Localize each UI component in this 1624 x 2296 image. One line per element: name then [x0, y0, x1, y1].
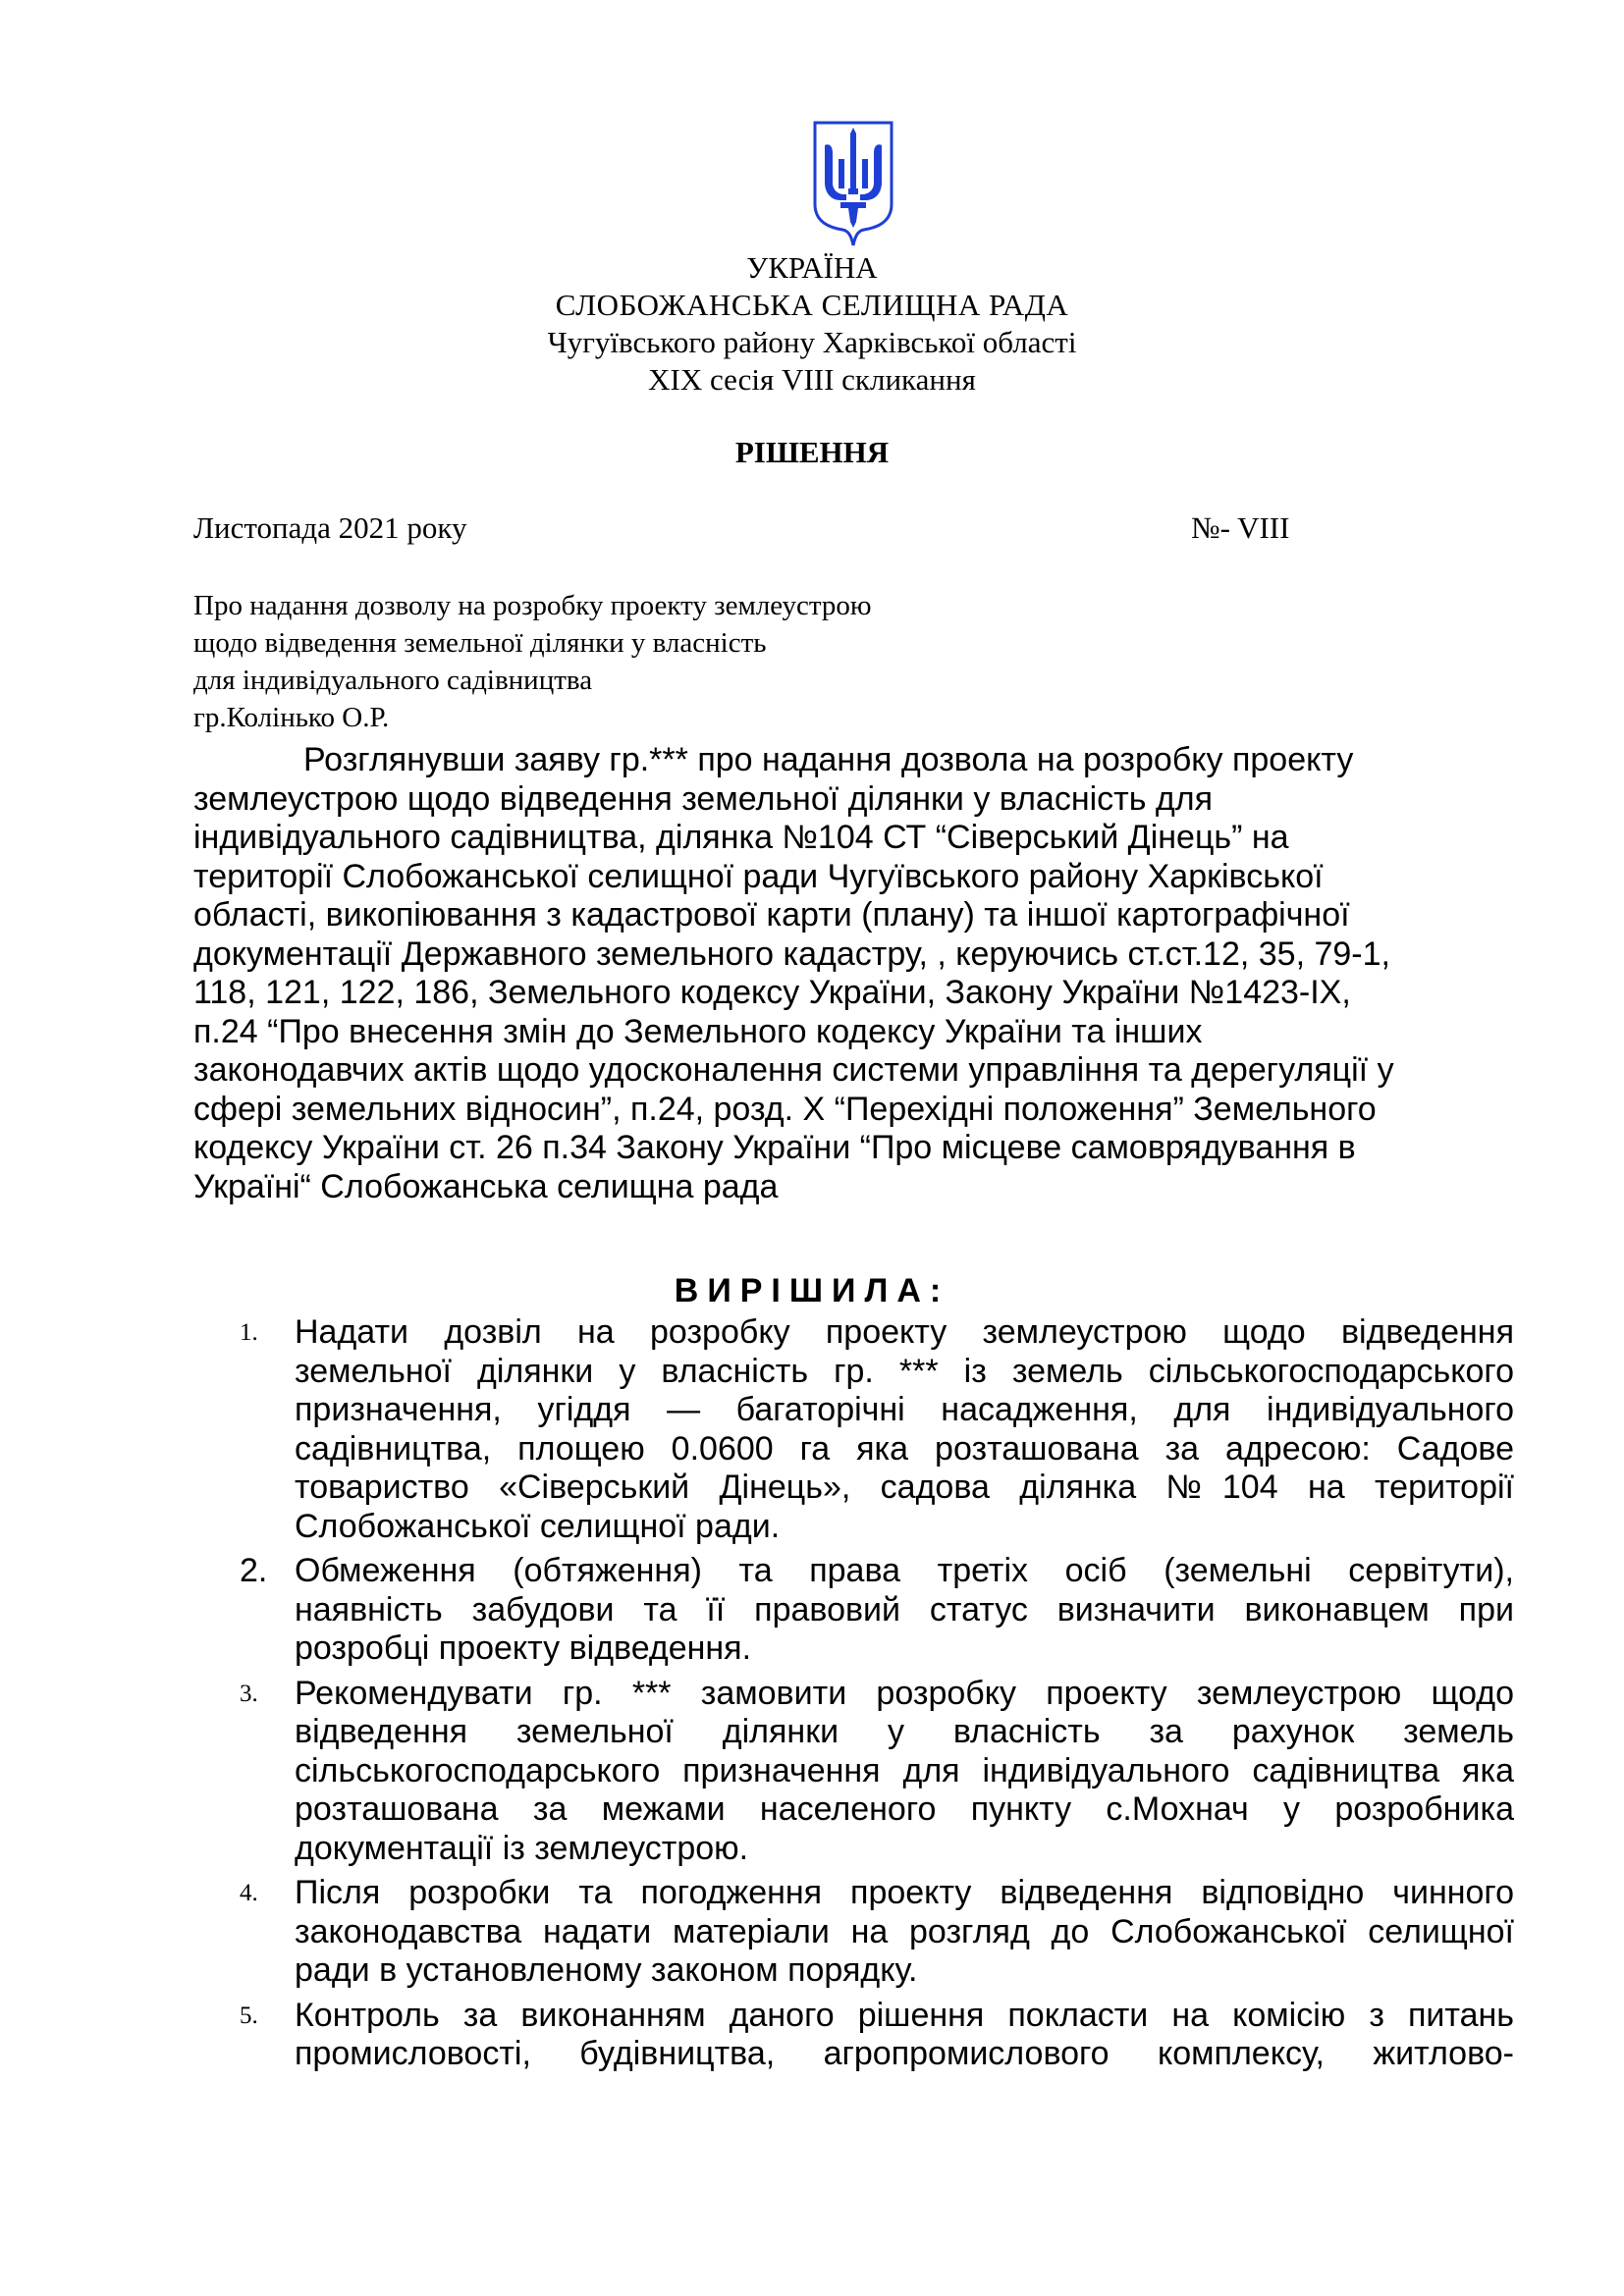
document-title: РІШЕННЯ: [734, 435, 890, 469]
subject-line: гр.Колінько О.Р.: [193, 702, 390, 733]
session-name: XIX сесія VIII скликання: [648, 362, 976, 397]
item-line: Слобожанської селищної ради.: [295, 1507, 781, 1545]
item-line: ради в установленому законом порядку.: [295, 1951, 918, 1989]
subject-line: Про надання дозволу на розробку проекту землеустрою: [193, 590, 872, 621]
trident-coat-of-arms-icon: [811, 120, 895, 248]
item-line: розташована за межами населеного пункту с.Мохнач у розробника: [295, 1790, 1514, 1828]
decision-subject: [193, 587, 872, 736]
item-line: документації із землеустрою.: [295, 1829, 749, 1867]
preamble-line: 118, 121, 122, 186, Земельного кодексу України, Закону України №1423-IX,: [193, 974, 1351, 1011]
list-item: [240, 1997, 1514, 2074]
list-item-number: 3.: [240, 1680, 258, 1707]
subject-line: для індивідуального садівництва: [193, 665, 593, 696]
list-item-number: 4.: [240, 1880, 258, 1906]
list-item-text: [295, 1874, 1514, 1991]
district-name: Чугуївського району Харківської області: [547, 325, 1077, 359]
list-item-text: [295, 1313, 1514, 1546]
item-line: відведення земельної ділянки у власність за рахунок земель: [295, 1713, 1514, 1750]
list-item-text: [295, 1552, 1514, 1669]
preamble-line: документації Державного земельного кадастру, , керуючись ст.ст.12, 35, 79-1,: [193, 934, 1390, 973]
preamble-line: індивідуального садівництва, ділянка №104 СТ “Сіверський Дінець” на: [193, 819, 1289, 856]
preamble-line: Розглянувши заяву гр.*** про надання дозвола на розробку проекту: [303, 741, 1354, 778]
decision-number: №- VIII: [1191, 510, 1290, 545]
item-line: Обмеження (обтяження) та права третіх осіб (земельні сервітути),: [295, 1552, 1514, 1589]
item-line: Надати дозвіл на розробку проекту землеустрою щодо відведення: [295, 1313, 1514, 1351]
item-line: Після розробки та погодження проекту відведення відповідно чинного: [295, 1874, 1514, 1911]
preamble-paragraph: [193, 741, 1470, 1206]
list-item: [240, 1313, 1514, 1546]
decision-items-list: [240, 1313, 1514, 2080]
preamble-line: кодексу України ст. 26 п.34 Закону України “Про місцеве самоврядування в: [193, 1129, 1356, 1166]
list-item-number: 5.: [240, 2002, 258, 2029]
preamble-line: землеустрою щодо відведення земельної ділянки у власність для: [193, 779, 1213, 818]
item-line: земельної ділянки у власність гр. *** із земель сільськогосподарського: [295, 1352, 1514, 1390]
list-item-number: 1.: [240, 1319, 258, 1346]
list-item: [240, 1874, 1514, 1991]
item-line: Рекомендувати гр. *** замовити розробку проекту землеустрою щодо: [295, 1674, 1514, 1712]
preamble-line: області, викопіювання з кадастрової карти (плану) та іншої картографічної: [193, 896, 1350, 934]
preamble-line: п.24 “Про внесення змін до Земельного кодексу України та інших: [193, 1012, 1203, 1050]
country-name: УКРАЇНА: [746, 250, 878, 285]
preamble-line: сфері земельних відносин”, п.24, розд. X “Перехідні положення” Земельного: [193, 1090, 1377, 1128]
list-item-text: [295, 1675, 1514, 1869]
item-line: законодавства надати матеріали на розгляд до Слобожанської селищної: [295, 1912, 1514, 1950]
subject-line: щодо відведення земельної ділянки у власність: [193, 627, 767, 659]
item-line: розробці проекту відведення.: [295, 1629, 752, 1667]
item-line: Контроль за виконанням даного рішення покласти на комісію з питань: [295, 1996, 1514, 2034]
list-item-text: [295, 1997, 1514, 2074]
list-item: [240, 1675, 1514, 1869]
decision-date: Листопада 2021 року: [193, 510, 467, 545]
preamble-line: законодавчих актів щодо удосконалення системи управління та дерегуляції у: [193, 1051, 1394, 1089]
preamble-line: території Слобожанської селищної ради Чугуївського району Харківської: [193, 857, 1324, 895]
item-line: призначення, угіддя — багаторічні насадження, для індивідуального: [295, 1391, 1514, 1428]
item-line: промисловості, будівництва, агропромислового комплексу, житлово-: [295, 2035, 1514, 2072]
item-line: сільськогосподарського призначення для індивідуального садівництва яка: [295, 1751, 1514, 1789]
item-line: садівництва, площею 0.0600 га яка розташована за адресою: Садове: [295, 1429, 1514, 1468]
item-line: наявність забудови та її правовий статус визначити виконавцем при: [295, 1590, 1514, 1629]
decided-heading: ВИРІШИЛА:: [674, 1272, 950, 1309]
council-name: СЛОБОЖАНСЬКА СЕЛИЩНА РАДА: [555, 288, 1069, 322]
list-item-number: 2.: [240, 1552, 268, 1589]
item-line: товариство «Сіверський Дінець», садова ділянка №104 на території: [295, 1468, 1514, 1506]
preamble-line: Україні“ Слобожанська селищна рада: [193, 1167, 779, 1205]
list-item: [240, 1552, 1514, 1669]
